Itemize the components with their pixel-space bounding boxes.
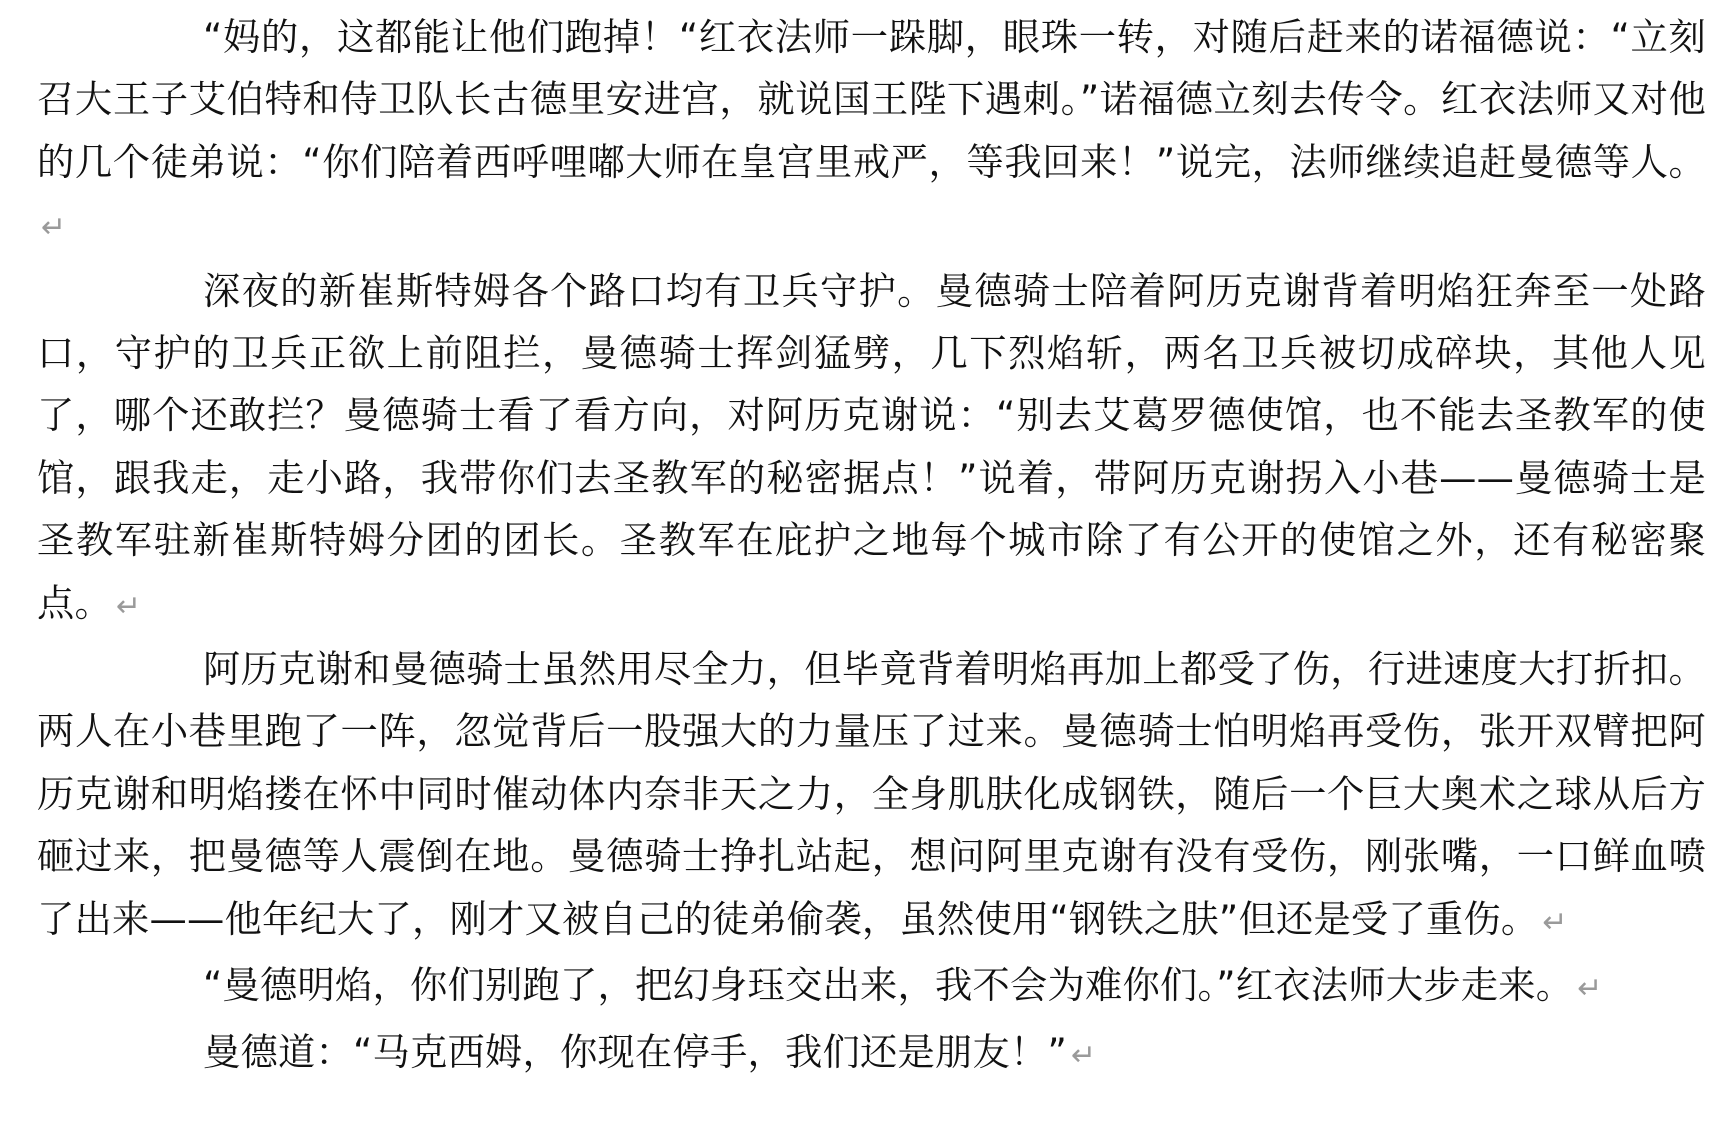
paragraph-mark-icon: ↵ <box>41 210 67 246</box>
paragraph-text: 深夜的新崔斯特姆各个路口均有卫兵守护。曼德骑士陪着阿历克谢背着明焰狂奔至一处路口，守护的卫兵正欲上前阻拦，曼德骑士挥剑猛劈，几下烈焰斩，两名卫兵被切成碎块，其他人见了，哪个还敢拦？曼德骑士看了看方向，对阿历克谢说：“别去艾葛罗德使馆，也不能去圣教军的使馆，跟我走，走小路，我带你们去圣教军的秘密据点！”说着，带阿历克谢拐入小巷——曼德骑士是圣教军驻新崔斯特姆分团的团长。圣教军在庇护之地每个城市除了有公开的使馆之外，还有秘密聚点。 <box>37 268 1706 625</box>
paragraph-mark-icon: ↵ <box>1542 904 1568 940</box>
paragraph <box>37 6 1706 260</box>
paragraph-mark-icon: ↵ <box>1070 1037 1097 1073</box>
document-body[interactable] <box>37 6 1706 1087</box>
paragraph-text: 阿历克谢和曼德骑士虽然用尽全力，但毕竟背着明焰再加上都受了伤，行进速度大打折扣。两人在小巷里跑了一阵，忽觉背后一股强大的力量压了过来。曼德骑士怕明焰再受伤，张开双臂把阿历克谢和明焰搂在怀中同时催动体内奈非天之力，全身肌肤化成钢铁，随后一个巨大奥术之球从后方砸过来，把曼德等人震倒在地。曼德骑士挣扎站起，想问阿里克谢有没有受伤，刚张嘴，一口鲜血喷了出来——他年纪大了，刚才又被自己的徒弟偷袭，虽然使用“钢铁之肤”但还是受了重伤。 <box>37 647 1706 941</box>
paragraph <box>37 638 1706 954</box>
paragraph <box>37 260 1706 638</box>
paragraph-mark-icon: ↵ <box>116 588 142 624</box>
paragraph-mark-icon: ↵ <box>1577 971 1603 1007</box>
paragraph <box>37 1021 1706 1087</box>
paragraph-text: 曼德道：“马克西姆，你现在停手，我们还是朋友！” <box>203 1029 1067 1074</box>
paragraph-text: “妈的，这都能让他们跑掉！“红衣法师一跺脚，眼珠一转，对随后赶来的诺福德说：“立刻召大王子艾伯特和侍卫队长古德里安进宫，就说国王陛下遇刺。”诺福德立刻去传令。红衣法师又对他的几个徒弟说：“你们陪着西呼哩嘟大师在皇宫里戒严，等我回来！”说完，法师继续追赶曼德等人。 <box>37 15 1706 184</box>
paragraph <box>37 954 1706 1020</box>
paragraph-text: “曼德明焰，你们别跑了，把幻身珏交出来，我不会为难你们。”红衣法师大步走来。 <box>203 963 1574 1008</box>
